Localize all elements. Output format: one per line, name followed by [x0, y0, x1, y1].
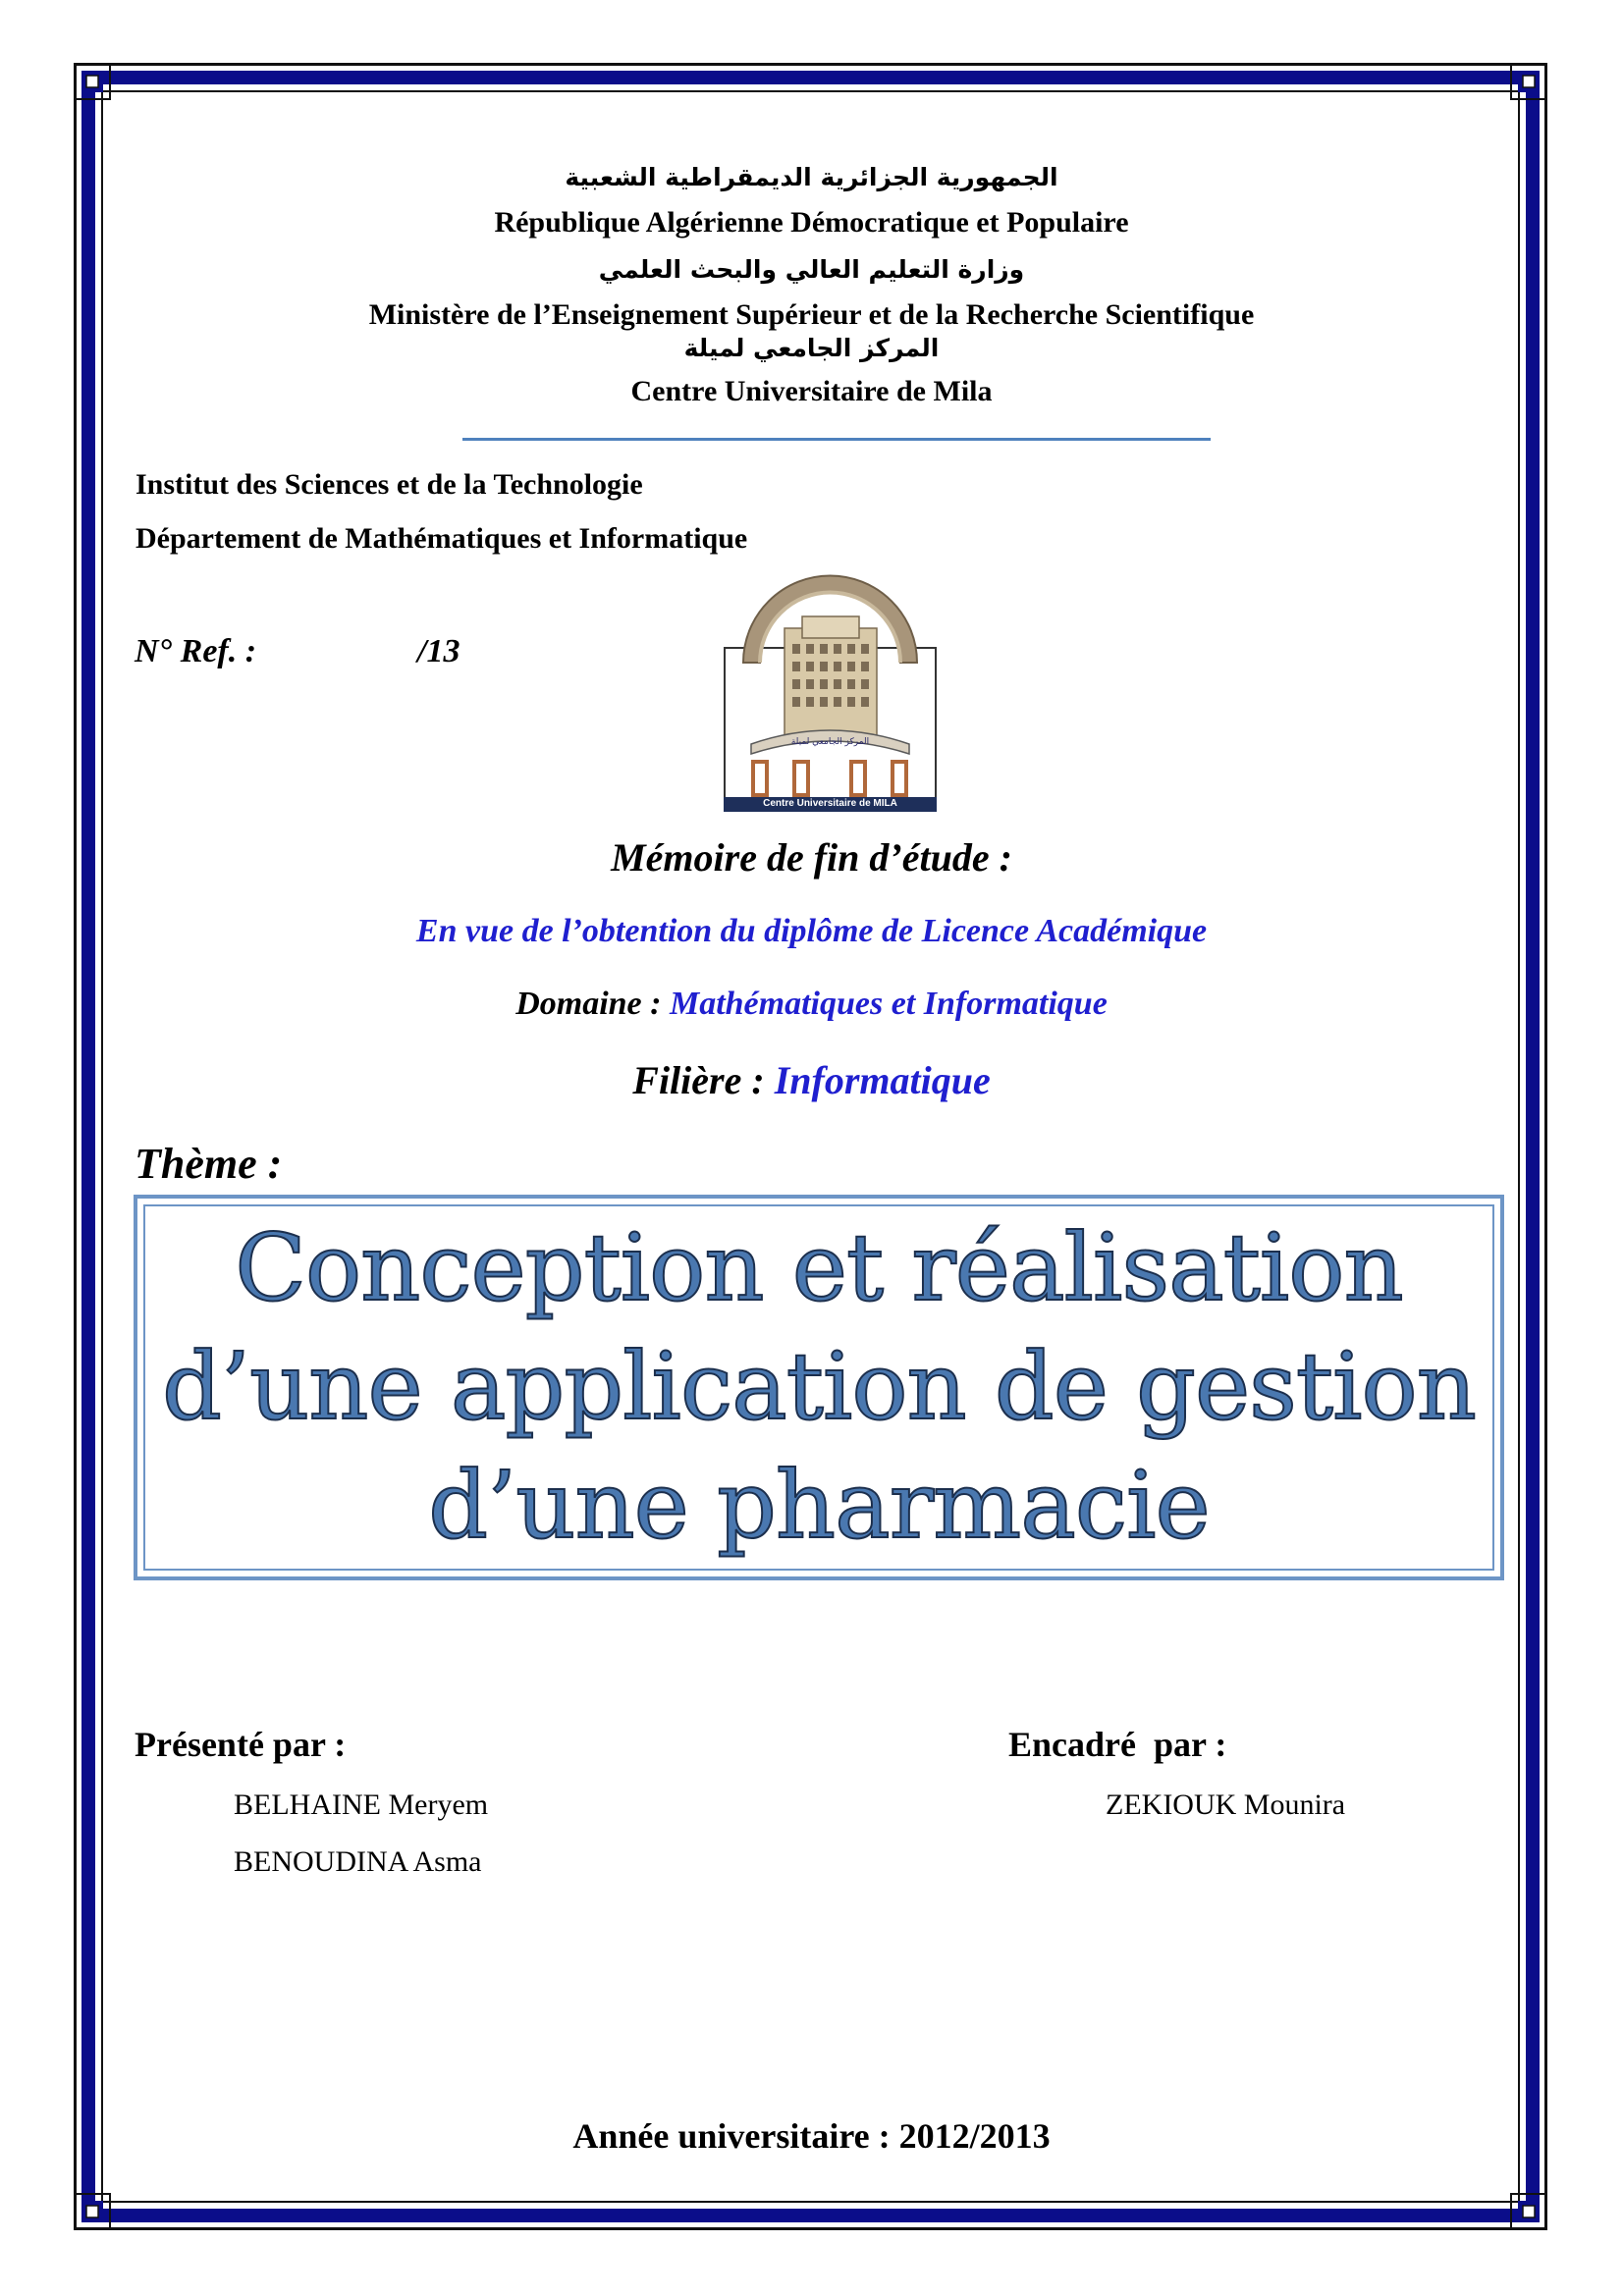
theme-line-1: Conception et réalisation: [235, 1214, 1403, 1322]
logo-arabic-text: المركز الجامعي لميلة: [790, 737, 870, 747]
university-logo: [724, 569, 937, 812]
arabic-center-line: المركز الجامعي لميلة: [683, 334, 940, 362]
filiere-label: Filière :: [632, 1058, 765, 1102]
corner-ornament-top-right: [1510, 63, 1547, 100]
filiere-value: Informatique: [774, 1058, 991, 1102]
theme-box-inner: [143, 1204, 1494, 1571]
domaine-value: Mathématiques et Informatique: [669, 986, 1108, 1022]
objective-line: En vue de l’obtention du diplôme de Licence Académique: [415, 913, 1208, 949]
memoire-title: Mémoire de fin d’étude :: [611, 835, 1012, 880]
theme-title: [162, 1209, 1476, 1566]
institute-name: Institut des Sciences et de la Technologie: [135, 468, 643, 501]
header-divider: [462, 438, 1211, 441]
republic-line: République Algérienne Démocratique et Populaire: [494, 206, 1129, 239]
supervisor-name: ZEKIOUK Mounira: [1106, 1789, 1346, 1821]
theme-label: Thème :: [135, 1140, 283, 1188]
supervised-by-label: Encadré par :: [1008, 1725, 1227, 1764]
logo-caption: Centre Universitaire de MILA: [763, 798, 897, 809]
domaine-line: [0, 986, 1623, 1023]
domaine-label: Domaine :: [515, 986, 662, 1022]
corner-ornament-bottom-left: [74, 2193, 111, 2230]
presenter-name-1: BELHAINE Meryem: [234, 1789, 489, 1821]
reference-value: /13: [417, 633, 460, 669]
academic-year: Année universitaire : 2012/2013: [572, 2116, 1051, 2156]
corner-ornament-bottom-right: [1510, 2193, 1547, 2230]
theme-line-3: d’une pharmacie: [428, 1452, 1210, 1560]
theme-box: [134, 1195, 1504, 1580]
reference-label: N° Ref. :: [135, 633, 257, 669]
corner-ornament-top-left: [74, 63, 111, 100]
theme-line-2: d’une application de gestion: [162, 1333, 1476, 1441]
arabic-republic-line: الجمهورية الجزائرية الديمقراطية الشعبية: [565, 163, 1058, 191]
presenter-name-2: BENOUDINA Asma: [234, 1845, 482, 1878]
ministry-line: Ministère de l’Enseignement Supérieur et de la Recherche Scientifique: [368, 298, 1255, 331]
presented-by-label: Présenté par :: [135, 1725, 347, 1764]
arabic-ministry-line: وزارة التعليم العالي والبحث العلمي: [598, 255, 1025, 284]
center-line: Centre Universitaire de Mila: [630, 375, 993, 407]
department-name: Département de Mathématiques et Informatique: [135, 522, 748, 555]
filiere-line: [0, 1057, 1623, 1103]
